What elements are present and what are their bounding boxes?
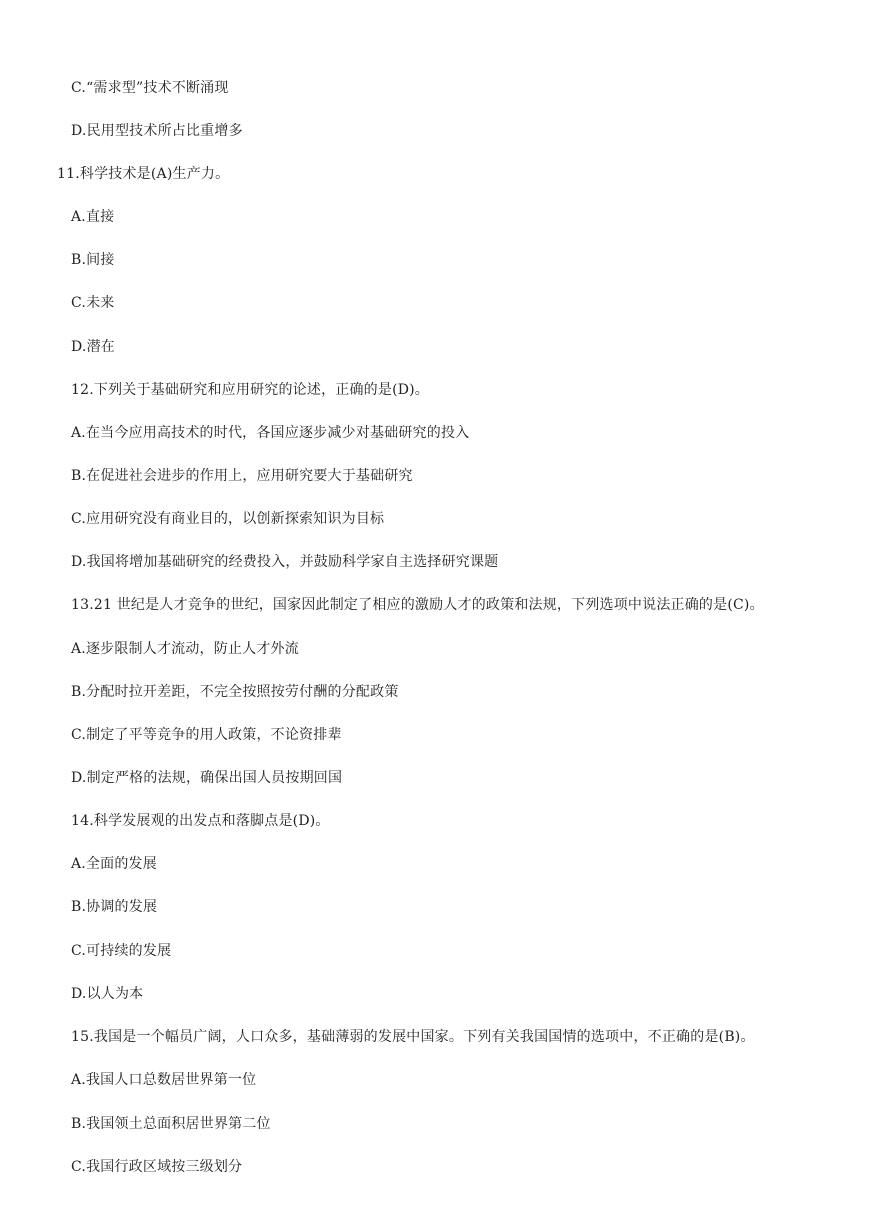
question-14: 14.科学发展观的出发点和落脚点是(D)。 bbox=[71, 813, 330, 829]
question-11-option-d: D.潜在 bbox=[71, 339, 115, 355]
question-14-option-d: D.以人为本 bbox=[71, 986, 144, 1002]
question-11-option-b: B.间接 bbox=[71, 252, 115, 268]
question-13: 13.21 世纪是人才竞争的世纪，国家因此制定了相应的激励人才的政策和法规，下列选项中说法正确的是(C)。 bbox=[71, 597, 764, 613]
question-15-option-a: A.我国人口总数居世界第一位 bbox=[71, 1072, 257, 1088]
question-15: 15.我国是一个幅员广阔，人口众多，基础薄弱的发展中国家。下列有关我国国情的选项中，不正确的是(B)。 bbox=[71, 1029, 755, 1045]
question-11-option-a: A.直接 bbox=[71, 209, 115, 225]
question-12-option-b: B.在促进社会进步的作用上，应用研究要大于基础研究 bbox=[71, 468, 413, 484]
question-15-option-b: B.我国领土总面积居世界第二位 bbox=[71, 1116, 271, 1132]
question-12: 12.下列关于基础研究和应用研究的论述，正确的是(D)。 bbox=[71, 382, 430, 398]
option-c-demand-tech: C.“需求型”技术不断涌现 bbox=[71, 80, 229, 96]
question-11-option-c: C.未来 bbox=[71, 295, 115, 311]
question-11: 11.科学技术是(A)生产力。 bbox=[57, 166, 230, 182]
question-15-option-c: C.我国行政区域按三级划分 bbox=[71, 1159, 243, 1175]
question-12-option-d: D.我国将增加基础研究的经费投入，并鼓励科学家自主选择研究课题 bbox=[71, 554, 499, 570]
option-d-civil-tech: D.民用型技术所占比重增多 bbox=[71, 123, 243, 139]
question-14-option-c: C.可持续的发展 bbox=[71, 943, 172, 959]
question-13-option-c: C.制定了平等竞争的用人政策，不论资排辈 bbox=[71, 727, 342, 743]
question-12-option-c: C.应用研究没有商业目的，以创新探索知识为目标 bbox=[71, 511, 385, 527]
question-13-option-b: B.分配时拉开差距，不完全按照按劳付酬的分配政策 bbox=[71, 684, 399, 700]
question-14-option-b: B.协调的发展 bbox=[71, 899, 158, 915]
question-13-option-d: D.制定严格的法规，确保出国人员按期回国 bbox=[71, 770, 343, 786]
question-12-option-a: A.在当今应用高技术的时代，各国应逐步减少对基础研究的投入 bbox=[71, 425, 470, 441]
question-13-option-a: A.逐步限制人才流动，防止人才外流 bbox=[71, 641, 299, 657]
question-14-option-a: A.全面的发展 bbox=[71, 856, 157, 872]
